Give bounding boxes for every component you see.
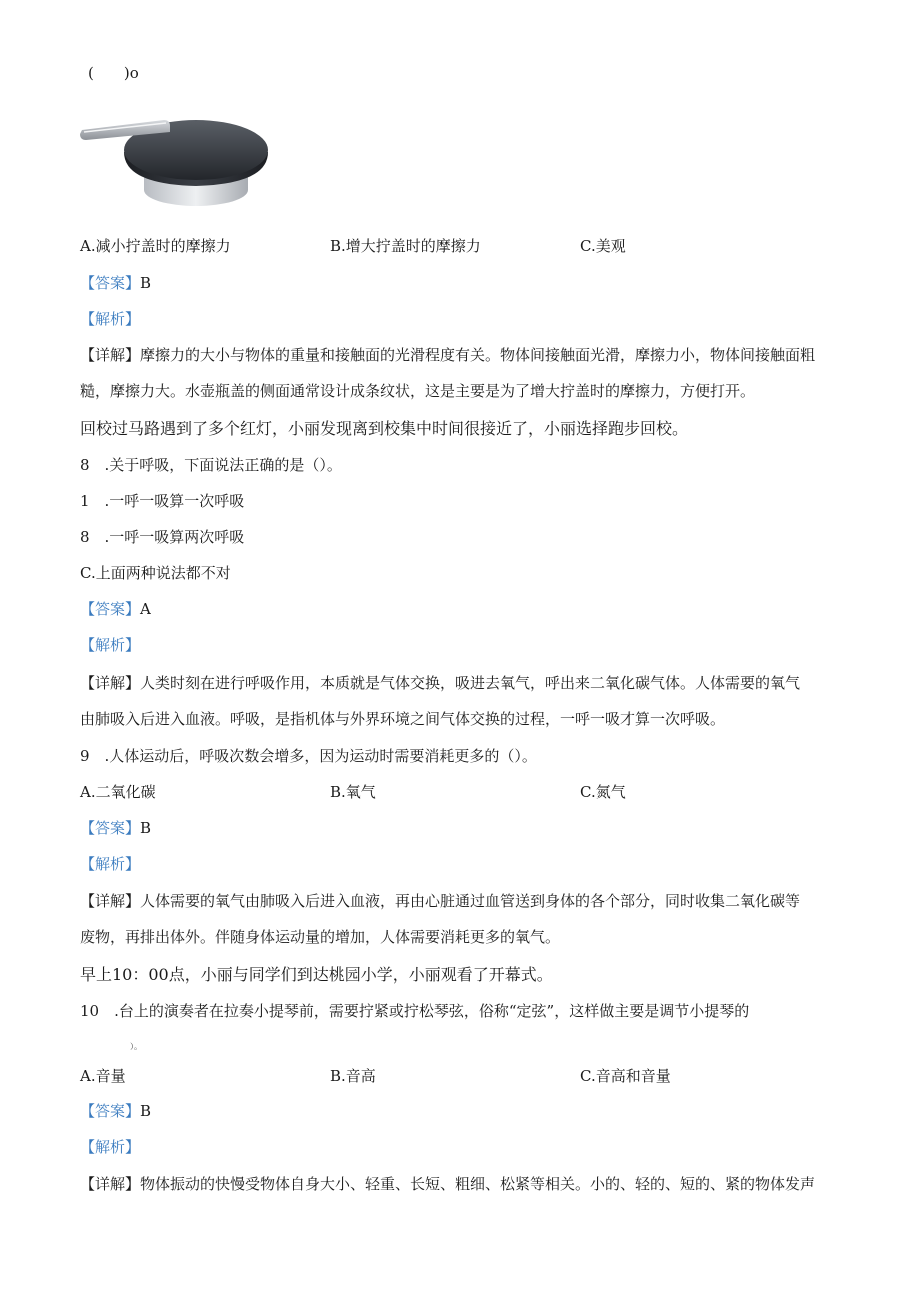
q8-analysis-tag: 【解析】 [80, 636, 141, 654]
answer-tag: 【答案】 [80, 600, 141, 618]
q9-answer [80, 818, 151, 838]
answer-tag: 【答案】 [80, 274, 141, 292]
answer-value: B [140, 819, 152, 837]
q9-detail-line-2: 废物，再排出体外。伴随身体运动量的增加，人体需要消耗更多的氧气。 [80, 928, 561, 946]
q7-option-c: C.美观 [580, 237, 626, 255]
q8-stem: 8 .关于呼吸，下面说法正确的是（）。 [80, 456, 342, 474]
q7-detail-line-2: 糙，摩擦力大。水壶瓶盖的侧面通常设计成条纹状，这是主要是为了增大拧盖时的摩擦力，方便打开。 [80, 382, 756, 400]
detail-tag: 【详解】 [80, 346, 141, 364]
q7-option-b: B.增大拧盖时的摩擦力 [330, 237, 481, 255]
answer-tag: 【答案】 [80, 1102, 141, 1120]
answer-tag: 【答案】 [80, 819, 141, 837]
detail-tag: 【详解】 [80, 674, 141, 692]
answer-value: A [140, 600, 151, 618]
kettle-lid-image [78, 112, 274, 216]
q8-option-b: 8 .一呼一吸算两次呼吸 [80, 528, 245, 546]
q10-option-c: C.音高和音量 [580, 1067, 671, 1085]
q9-analysis-tag: 【解析】 [80, 855, 141, 873]
detail-text: 物体振动的快慢受物体自身大小、轻重、长短、粗细、松紧等相关。小的、轻的、短的、紧的物体发声 [140, 1175, 816, 1193]
q10-stem-end: ）。 [130, 1042, 142, 1051]
answer-value: B [140, 1102, 152, 1120]
q8-answer [80, 599, 151, 619]
q7-option-a: A.减小拧盖时的摩擦力 [80, 237, 231, 255]
q10-analysis-tag: 【解析】 [80, 1138, 141, 1156]
detail-tag: 【详解】 [80, 892, 141, 910]
q10-option-b: B.音高 [330, 1067, 376, 1085]
q9-detail-line-1 [80, 891, 800, 911]
q7-answer [80, 273, 151, 293]
q8-option-a: 1 .一呼一吸算一次呼吸 [80, 492, 245, 510]
q9-option-b: B.氧气 [330, 783, 376, 801]
detail-text: 人类时刻在进行呼吸作用，本质就是气体交换，吸进去氧气，呼出来二氧化碳气体。人体需要的氧气 [140, 674, 801, 692]
detail-text: 人体需要的氧气由肺吸入后进入血液，再由心脏通过血管送到身体的各个部分，同时收集二氧化碳等 [140, 892, 801, 910]
q8-detail-line-2: 由肺吸入后进入血液。呼吸，是指机体与外界环境之间气体交换的过程，一呼一吸才算一次呼吸。 [80, 710, 726, 728]
q8-option-c: C.上面两种说法都不对 [80, 564, 231, 582]
q10-answer [80, 1101, 151, 1121]
q10-option-a: A.音量 [80, 1067, 126, 1085]
q7-stem-end: ( )o [88, 64, 139, 82]
answer-value: B [140, 274, 152, 292]
q7-detail-line-1 [80, 345, 815, 365]
narrative-1: 回校过马路遇到了多个红灯，小丽发现离到校集中时间很接近了，小丽选择跑步回校。 [80, 419, 689, 438]
narrative-2: 早上10：00点，小丽与同学们到达桃园小学，小丽观看了开幕式。 [80, 965, 553, 984]
q10-detail-line-1 [80, 1174, 815, 1194]
q9-stem: 9 .人体运动后，呼吸次数会增多，因为运动时需要消耗更多的（）。 [80, 747, 537, 765]
q9-option-a: A.二氧化碳 [80, 783, 156, 801]
q9-option-c: C.氮气 [580, 783, 626, 801]
detail-text: 摩擦力的大小与物体的重量和接触面的光滑程度有关。物体间接触面光滑，摩擦力小，物体间接触面粗 [140, 346, 816, 364]
q7-analysis-tag: 【解析】 [80, 310, 141, 328]
q8-detail-line-1 [80, 673, 800, 693]
q10-stem: 10 .台上的演奏者在拉奏小提琴前，需要拧紧或拧松琴弦，俗称“定弦”，这样做主要是调节小提琴的 [80, 1002, 750, 1020]
detail-tag: 【详解】 [80, 1175, 141, 1193]
